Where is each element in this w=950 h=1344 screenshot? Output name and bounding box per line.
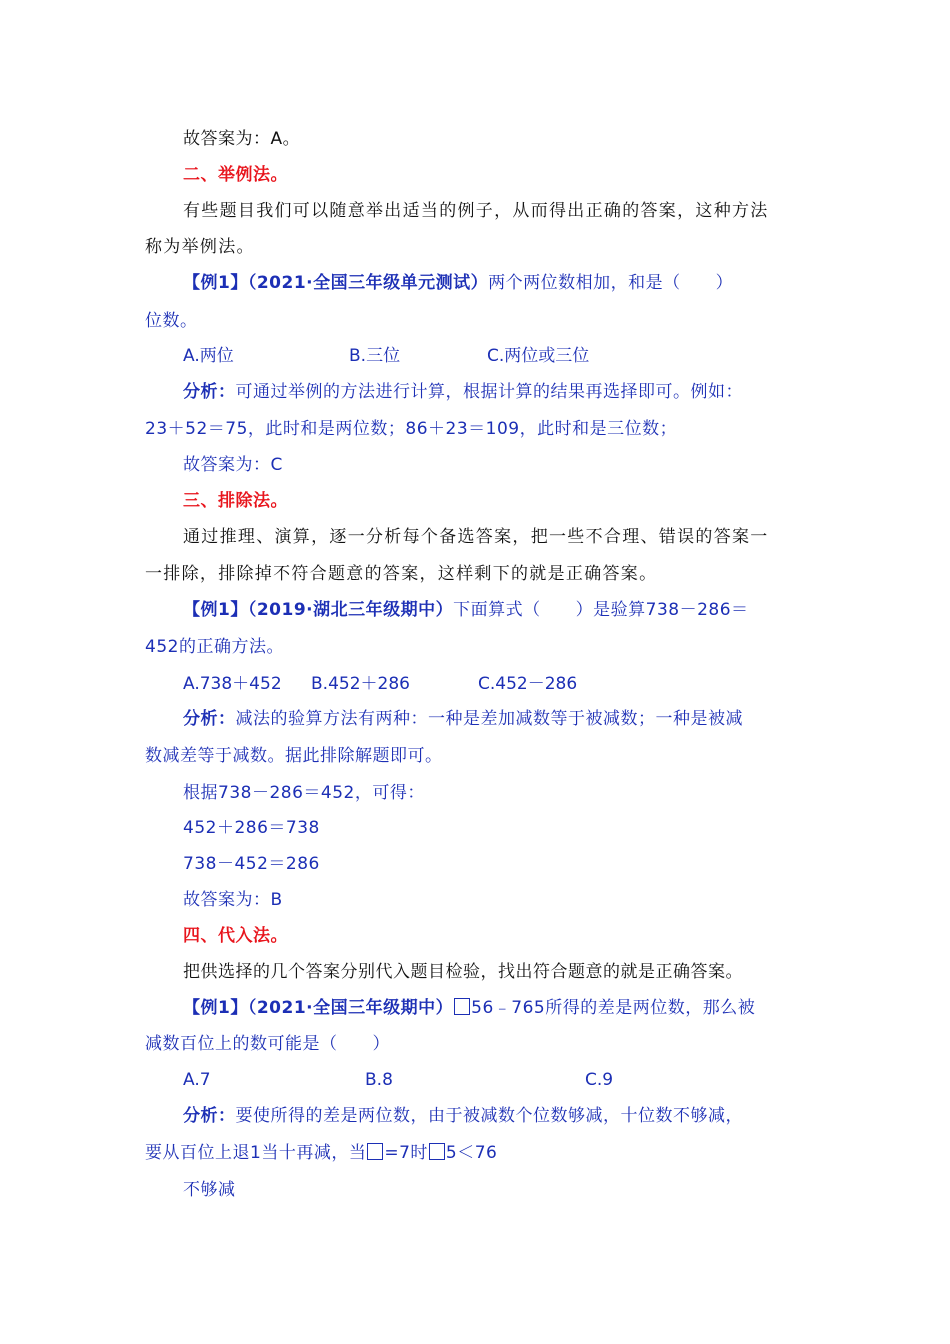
- example-source: （2021·全国三年级期中）: [247, 998, 454, 1018]
- example-3-option-a: A.7: [183, 1070, 211, 1090]
- section-heading-example-method: 二、举例法。: [183, 165, 288, 185]
- example-1-answer: 故答案为：C: [183, 455, 283, 475]
- example-source: （2021·全国三年级单元测试）: [247, 273, 489, 293]
- example-3-option-c: C.9: [585, 1070, 614, 1090]
- example-2-option-b: B.452＋286: [311, 674, 410, 694]
- analysis-text-part-3: 5＜76: [445, 1143, 498, 1163]
- analysis-text-part-2: =7时: [384, 1143, 428, 1163]
- blank-box-icon: [429, 1143, 445, 1160]
- example-2-answer: 故答案为：B: [183, 890, 283, 910]
- analysis-text-part-1: 要从百位上退1当十再减，当: [145, 1143, 367, 1163]
- example-2-calc-line-1: 452＋286＝738: [183, 818, 320, 838]
- analysis-text: 可通过举例的方法进行计算，根据计算的结果再选择即可。例如：: [235, 382, 743, 402]
- example-1-question: [183, 271, 733, 295]
- paragraph-substitution-method: 把供选择的几个答案分别代入题目检验，找出符合题意的就是正确答案。: [183, 962, 743, 982]
- example-question-text: 下面算式（ ）是验算738－286＝: [453, 600, 749, 620]
- section-heading-substitution-method: 四、代入法。: [183, 926, 288, 946]
- analysis-tag: 分析：: [183, 709, 236, 729]
- example-2-calc-intro: 根据738－286＝452，可得：: [183, 783, 425, 803]
- example-question-text: 56﹣765所得的差是两位数，那么被: [471, 998, 756, 1018]
- example-2-analysis-cont: 数减差等于减数。据此排除解题即可。: [145, 746, 443, 766]
- paragraph-example-method: 有些题目我们可以随意举出适当的例子，从而得出正确的答案，这种方法: [183, 201, 769, 221]
- analysis-text: 要使所得的差是两位数，由于被减数个位数够减，十位数不够减，: [235, 1106, 743, 1126]
- example-source: （2019·湖北三年级期中）: [247, 600, 454, 620]
- example-3-question-cont: 减数百位上的数可能是（ ）: [145, 1034, 390, 1054]
- paragraph-example-method-cont: 称为举例法。: [145, 237, 255, 257]
- example-tag: 【例1】: [183, 273, 248, 293]
- example-1-option-a: A.两位: [183, 346, 234, 366]
- blank-box-icon: [367, 1143, 383, 1160]
- example-3-option-b: B.8: [365, 1070, 393, 1090]
- blank-box-icon: [454, 998, 470, 1015]
- example-2-analysis: [183, 707, 743, 731]
- example-1-analysis: [183, 380, 743, 404]
- example-2-question-cont: 452的正确方法。: [145, 637, 284, 657]
- analysis-tag: 分析：: [183, 1106, 236, 1126]
- analysis-text: 减法的验算方法有两种：一种是差加减数等于被减数；一种是被减: [235, 709, 743, 729]
- example-question-text: 两个两位数相加，和是（ ）: [488, 273, 734, 293]
- answer-line-1: 故答案为：A。: [183, 129, 301, 149]
- example-1-option-c: C.两位或三位: [487, 346, 590, 366]
- example-2-option-c: C.452－286: [478, 674, 578, 694]
- example-2-calc-line-2: 738－452＝286: [183, 854, 320, 874]
- example-3-analysis: [183, 1104, 743, 1128]
- example-1-question-cont: 位数。: [145, 311, 198, 331]
- analysis-tag: 分析：: [183, 382, 236, 402]
- example-3-analysis-cont: [145, 1141, 497, 1165]
- section-heading-elimination-method: 三、排除法。: [183, 491, 288, 511]
- example-1-option-b: B.三位: [349, 346, 401, 366]
- example-3-question: [183, 996, 755, 1020]
- paragraph-elimination-method-cont: 一排除，排除掉不符合题意的答案，这样剩下的就是正确答案。: [145, 564, 658, 584]
- example-tag: 【例1】: [183, 998, 248, 1018]
- example-tag: 【例1】: [183, 600, 248, 620]
- example-3-analysis-cont-2: 不够减: [183, 1180, 236, 1200]
- example-2-option-a: A.738＋452: [183, 674, 282, 694]
- example-1-analysis-cont: 23＋52＝75，此时和是两位数；86＋23＝109，此时和是三位数；: [145, 419, 678, 439]
- paragraph-elimination-method: 通过推理、演算，逐一分析每个备选答案，把一些不合理、错误的答案一: [183, 527, 769, 547]
- example-2-question: [183, 598, 749, 622]
